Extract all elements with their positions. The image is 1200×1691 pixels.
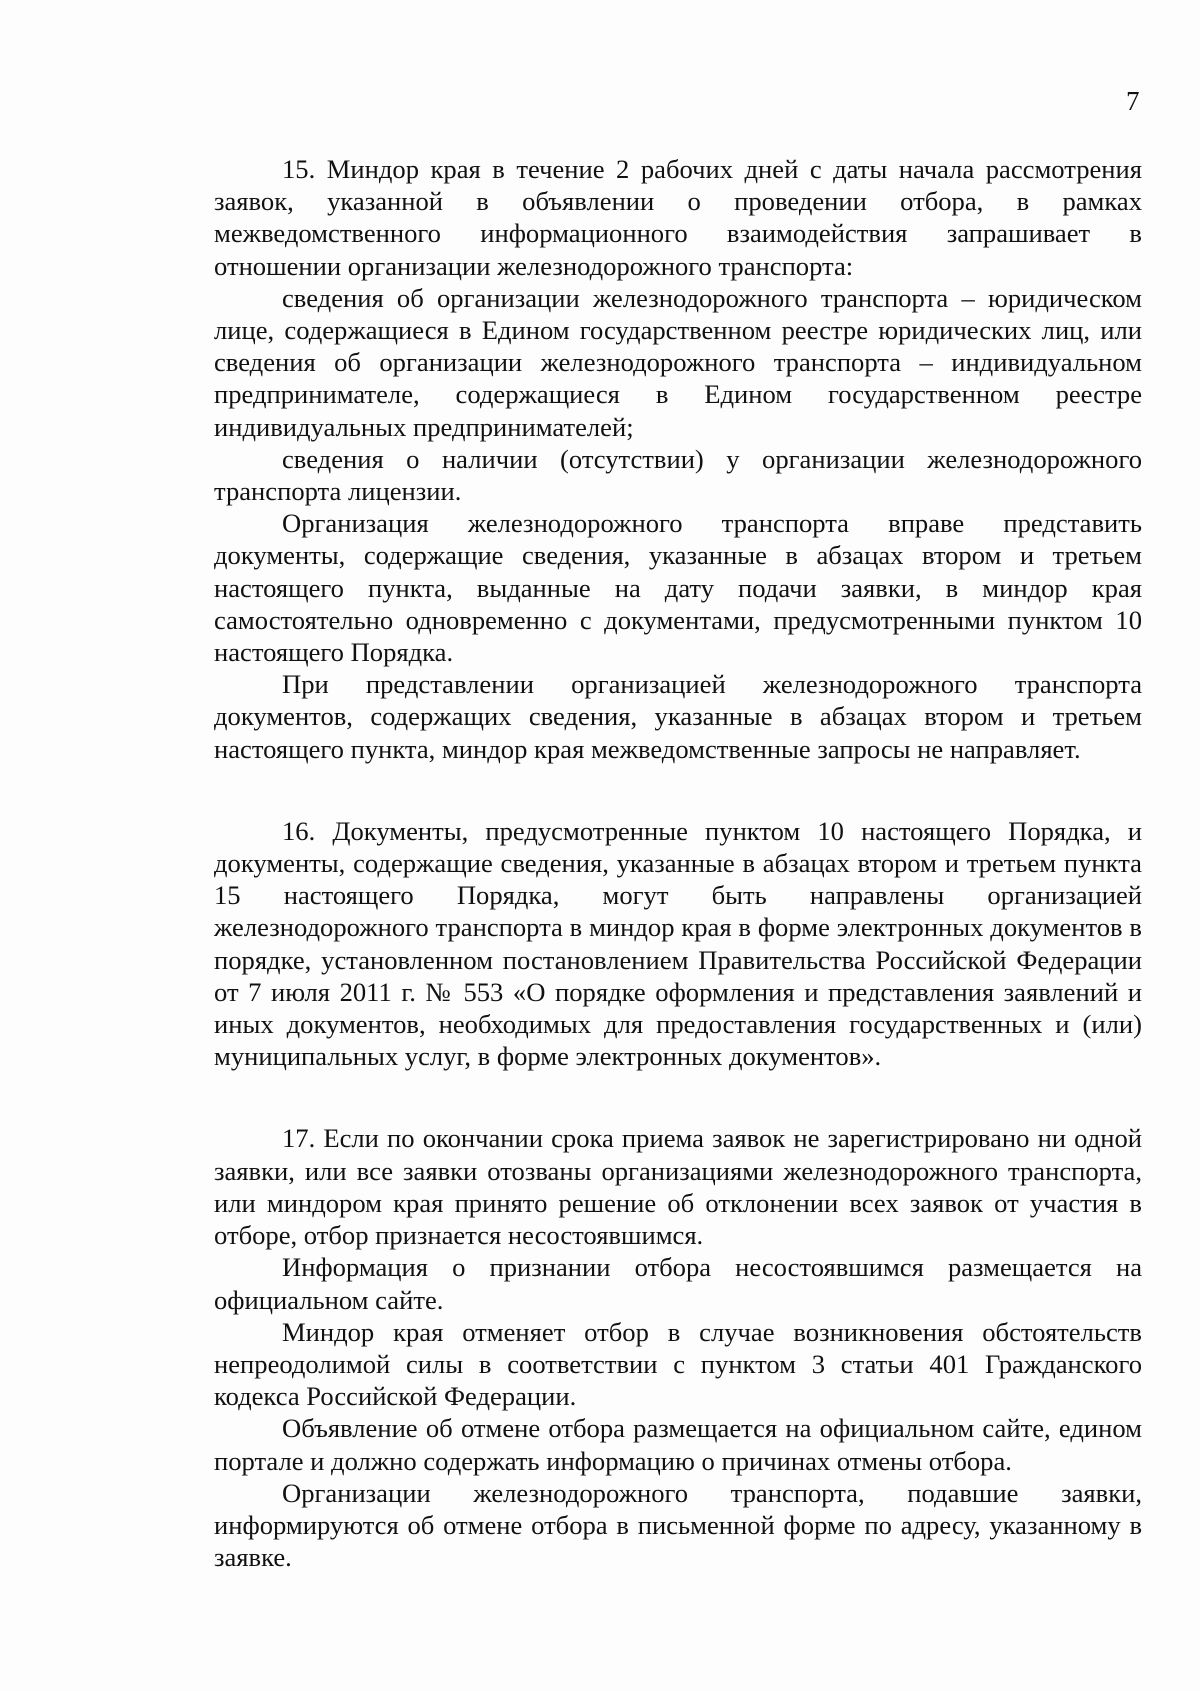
paragraph-17-cancellation: Миндор края отменяет отбор в случае возникновения обстоятельств непреодолимой силы в соответствии с пунктом 3 статьи 401 Гражданского кодекса Российской Федерации. [214,1316,1142,1412]
paragraph-15-item-legal-entity: сведения об организации железнодорожного транспорта – юридическом лице, содержащиеся в Едином государственном реестре юридических лиц, или сведения об организации железнодорожного транспорта – индивидуальном предпринимателе, содержащиеся в Едином государственном реестре индивидуальных предпринимателей; [214,282,1142,442]
paragraph-15-self-submission: Организация железнодорожного транспорта вправе представить документы, содержащие сведения, указанные в абзацах втором и третьем настоящего пункта, выданные на дату подачи заявки, в миндор края самостоятельно одновременно с документами, предусмотренными пунктом 10 настоящего Порядка. [214,508,1142,668]
paragraph-17-notification: Организации железнодорожного транспорта, подавшие заявки, информируются об отмене отбора в письменной форме по адресу, указанному в заявке. [214,1477,1142,1573]
paragraph-15-intro: 15. Миндор края в течение 2 рабочих дней с даты начала рассмотрения заявок, указанной в объявлении о проведении отбора, в рамках межведомственного информационного взаимодействия запрашивает в отношении организации железнодорожного транспорта: [214,154,1142,281]
paragraph-15-item-license: сведения о наличии (отсутствии) у организации железнодорожного транспорта лицензии. [214,443,1142,507]
document-body [214,153,1142,1573]
paragraph-16: 16. Документы, предусмотренные пунктом 10 настоящего Порядка, и документы, содержащие сведения, указанные в абзацах втором и третьем пункта 15 настоящего Порядка, могут быть направлены организацией железнодорожного транспорта в миндор края в форме электронных документов в порядке, установленном постановлением Правительства Российской Федерации от 7 июля 2011 г. № 553 «О порядке оформления и представления заявлений и иных документов, необходимых для предоставления государственных и (или) муниципальных услуг, в форме электронных документов». [214,815,1142,1072]
paragraph-17-information: Информация о признании отбора несостоявшимся размещается на официальном сайте. [214,1252,1142,1315]
paragraph-17: 17. Если по окончании срока приема заявок не зарегистрировано ни одной заявки, или все заявки отозваны организациями железнодорожного транспорта, или миндором края принято решение об отклонении всех заявок от участия в отборе, отбор признается несостоявшимся. [214,1123,1142,1251]
paragraph-17-announcement: Объявление об отмене отбора размещается на официальном сайте, едином портале и должно содержать информацию о причинах отмены отбора. [214,1413,1142,1476]
paragraph-15-no-requests: При представлении организацией железнодорожного транспорта документов, содержащих сведения, указанные в абзацах втором и третьем настоящего пункта, миндор края межведомственные запросы не направляет. [214,669,1142,764]
page-number: 7 [1126,86,1140,116]
